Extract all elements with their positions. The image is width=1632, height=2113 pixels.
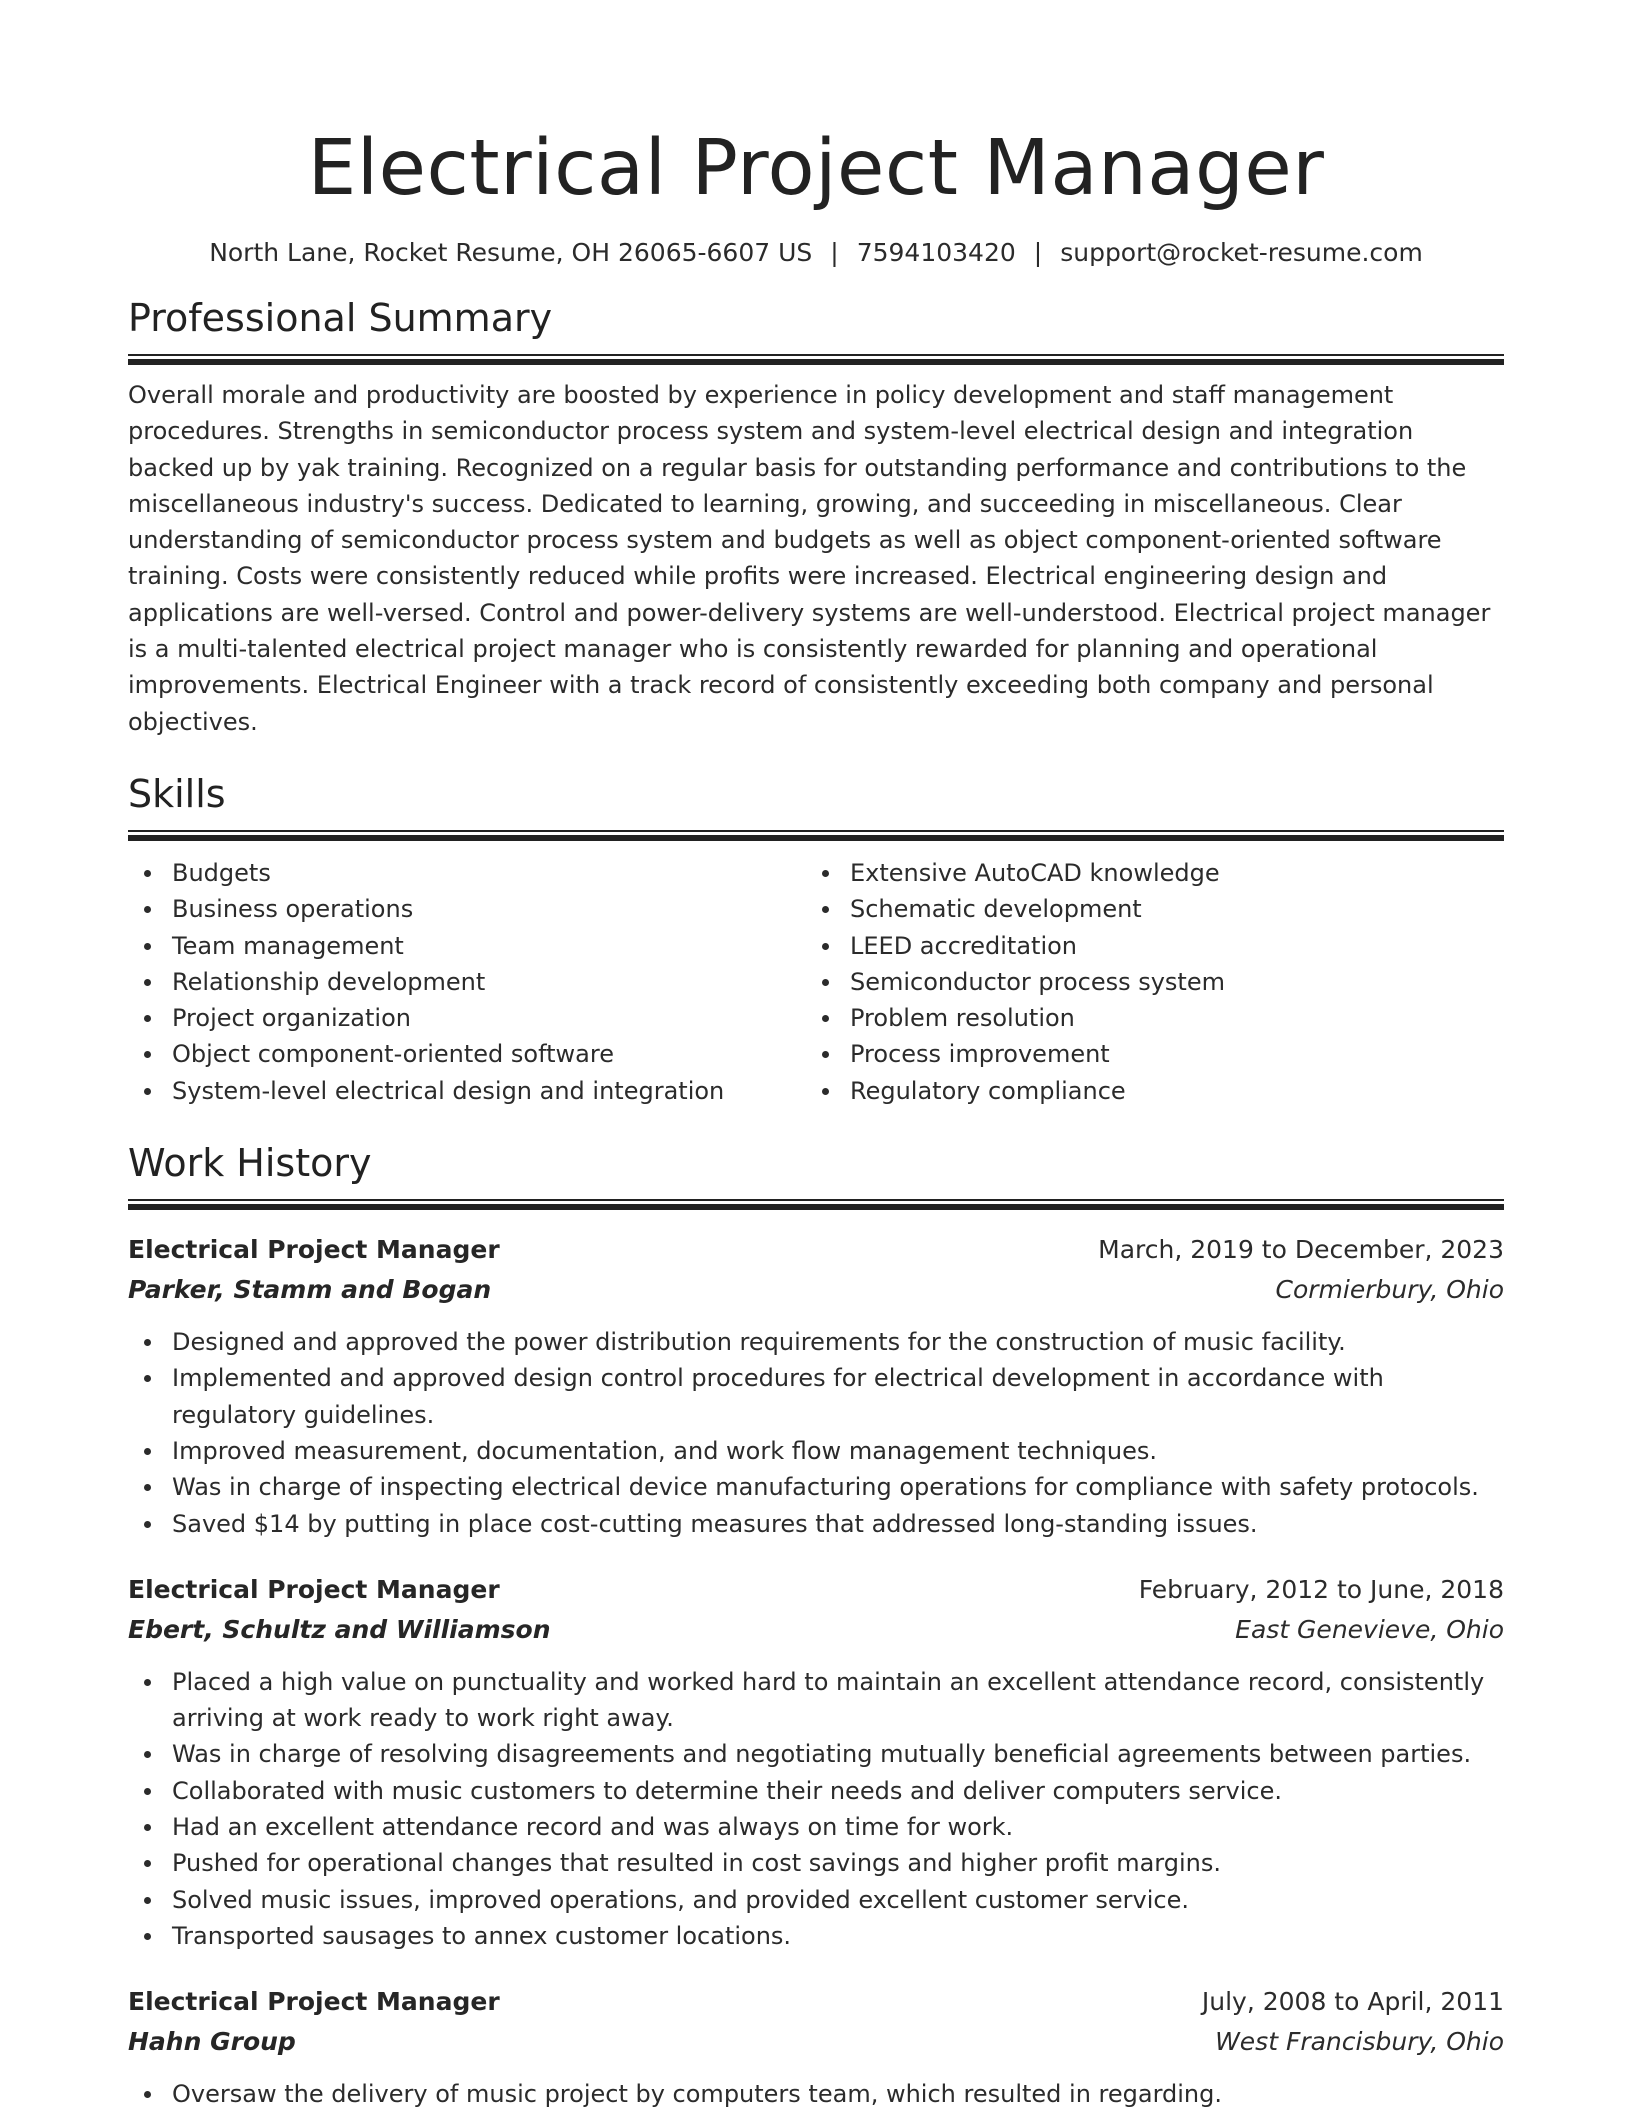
candidate-name: Electrical Project Manager — [307, 124, 1325, 213]
job-bullets — [128, 1324, 1504, 1542]
job-location: West Francisbury, Ohio — [1215, 2027, 1504, 2057]
skill-item: Process improvement — [850, 1036, 1484, 1072]
work-history-section — [128, 1139, 1504, 2112]
contact-line — [128, 236, 1504, 270]
job-subheader — [128, 2022, 1504, 2062]
section-title-work-history: Work History — [128, 1141, 372, 1186]
job-entry — [128, 1570, 1504, 1954]
skills-section — [128, 770, 1504, 1109]
job-title: Electrical Project Manager — [128, 1235, 500, 1265]
skill-item: Object component-oriented software — [172, 1036, 806, 1072]
job-title: Electrical Project Manager — [128, 1574, 500, 1604]
job-bullet: Was in charge of inspecting electrical device manufacturing operations for compliance with safety protocols. — [172, 1469, 1504, 1505]
company-name: Ebert, Schultz and Williamson — [128, 1614, 551, 1644]
skill-item: LEED accreditation — [850, 928, 1484, 964]
skill-item: Extensive AutoCAD knowledge — [850, 855, 1484, 891]
job-bullets — [128, 1664, 1504, 1954]
job-dates: March, 2019 to December, 2023 — [1098, 1235, 1504, 1265]
professional-summary-section — [128, 294, 1504, 740]
job-bullets — [128, 2076, 1504, 2112]
skills-columns — [128, 855, 1504, 1109]
contact-phone: 7594103420 — [856, 238, 1016, 267]
skill-item: System-level electrical design and integration — [172, 1073, 806, 1109]
contact-separator: | — [1033, 238, 1043, 267]
job-subheader — [128, 1610, 1504, 1650]
job-bullet: Pushed for operational changes that resulted in cost savings and higher profit margins. — [172, 1845, 1504, 1881]
job-bullet: Transported sausages to annex customer locations. — [172, 1918, 1504, 1954]
skill-item: Team management — [172, 928, 806, 964]
skill-item: Regulatory compliance — [850, 1073, 1484, 1109]
skill-item: Problem resolution — [850, 1000, 1484, 1036]
job-title: Electrical Project Manager — [128, 1987, 500, 2017]
job-bullet: Was in charge of resolving disagreements and negotiating mutually beneficial agreements between parties. — [172, 1736, 1504, 1772]
section-title-summary: Professional Summary — [128, 296, 553, 340]
job-bullet: Had an excellent attendance record and was always on time for work. — [172, 1809, 1504, 1845]
job-entry — [128, 1982, 1504, 2112]
skill-item: Relationship development — [172, 964, 806, 1000]
job-bullet: Solved music issues, improved operations, and provided excellent customer service. — [172, 1882, 1504, 1918]
skill-item: Schematic development — [850, 891, 1484, 927]
skill-item: Budgets — [172, 855, 806, 891]
section-divider — [128, 354, 1504, 365]
section-divider — [128, 830, 1504, 841]
section-title-skills: Skills — [128, 771, 226, 816]
job-bullet: Collaborated with music customers to determine their needs and deliver computers service. — [172, 1773, 1504, 1809]
section-divider — [128, 1199, 1504, 1210]
job-subheader — [128, 1270, 1504, 1310]
job-header — [128, 1982, 1504, 2022]
skills-list-right — [806, 855, 1484, 1109]
company-name: Parker, Stamm and Bogan — [128, 1275, 492, 1305]
company-name: Hahn Group — [128, 2027, 296, 2057]
job-bullet: Saved $14 by putting in place cost-cutting measures that addressed long-standing issues. — [172, 1506, 1504, 1542]
skill-item: Project organization — [172, 1000, 806, 1036]
job-dates: July, 2008 to April, 2011 — [1201, 1987, 1504, 2017]
job-dates: February, 2012 to June, 2018 — [1138, 1574, 1504, 1604]
resume-page — [128, 0, 1504, 2113]
job-bullet: Implemented and approved design control procedures for electrical development in accordance with regulatory guidelines. — [172, 1360, 1504, 1433]
job-bullet: Improved measurement, documentation, and work flow management techniques. — [172, 1433, 1504, 1469]
job-bullet: Placed a high value on punctuality and worked hard to maintain an excellent attendance record, consistently arriving at work ready to work right away. — [172, 1664, 1504, 1737]
contact-email: support@rocket-resume.com — [1060, 238, 1423, 267]
job-bullet: Designed and approved the power distribution requirements for the construction of music facility. — [172, 1324, 1504, 1360]
job-header — [128, 1230, 1504, 1270]
skill-item: Semiconductor process system — [850, 964, 1484, 1000]
job-header — [128, 1570, 1504, 1610]
job-location: East Genevieve, Ohio — [1235, 1614, 1504, 1644]
contact-separator: | — [830, 238, 839, 267]
summary-text: Overall morale and productivity are boosted by experience in policy development and staff management procedures. Strengths in semiconductor process system and system-level electrical design and integration backed up by yak training. Recognized on a regular basis for outstanding performance and contributions to the miscellaneous industry's success. Dedicated to learning, growing, and succeeding in miscellaneous. Clear understanding of semiconductor process system and budgets as well as object component-oriented software training. Costs were consistently reduced while profits were increased. Electrical engineering design and applications are well-versed. Control and power-delivery systems are well-understood. Electrical project manager is a multi-talented electrical project manager who is consistently rewarded for planning and operational improvements. Electrical Engineer with a track record of consistently exceeding both company and personal objectives. — [128, 381, 1491, 736]
job-location: Cormierbury, Ohio — [1275, 1275, 1504, 1305]
skill-item: Business operations — [172, 891, 806, 927]
skills-list-left — [128, 855, 806, 1109]
contact-address: North Lane, Rocket Resume, OH 26065-6607 US — [209, 238, 813, 267]
job-entry — [128, 1230, 1504, 1542]
resume-header — [128, 122, 1504, 270]
job-bullet: Oversaw the delivery of music project by computers team, which resulted in regarding. — [172, 2076, 1504, 2112]
